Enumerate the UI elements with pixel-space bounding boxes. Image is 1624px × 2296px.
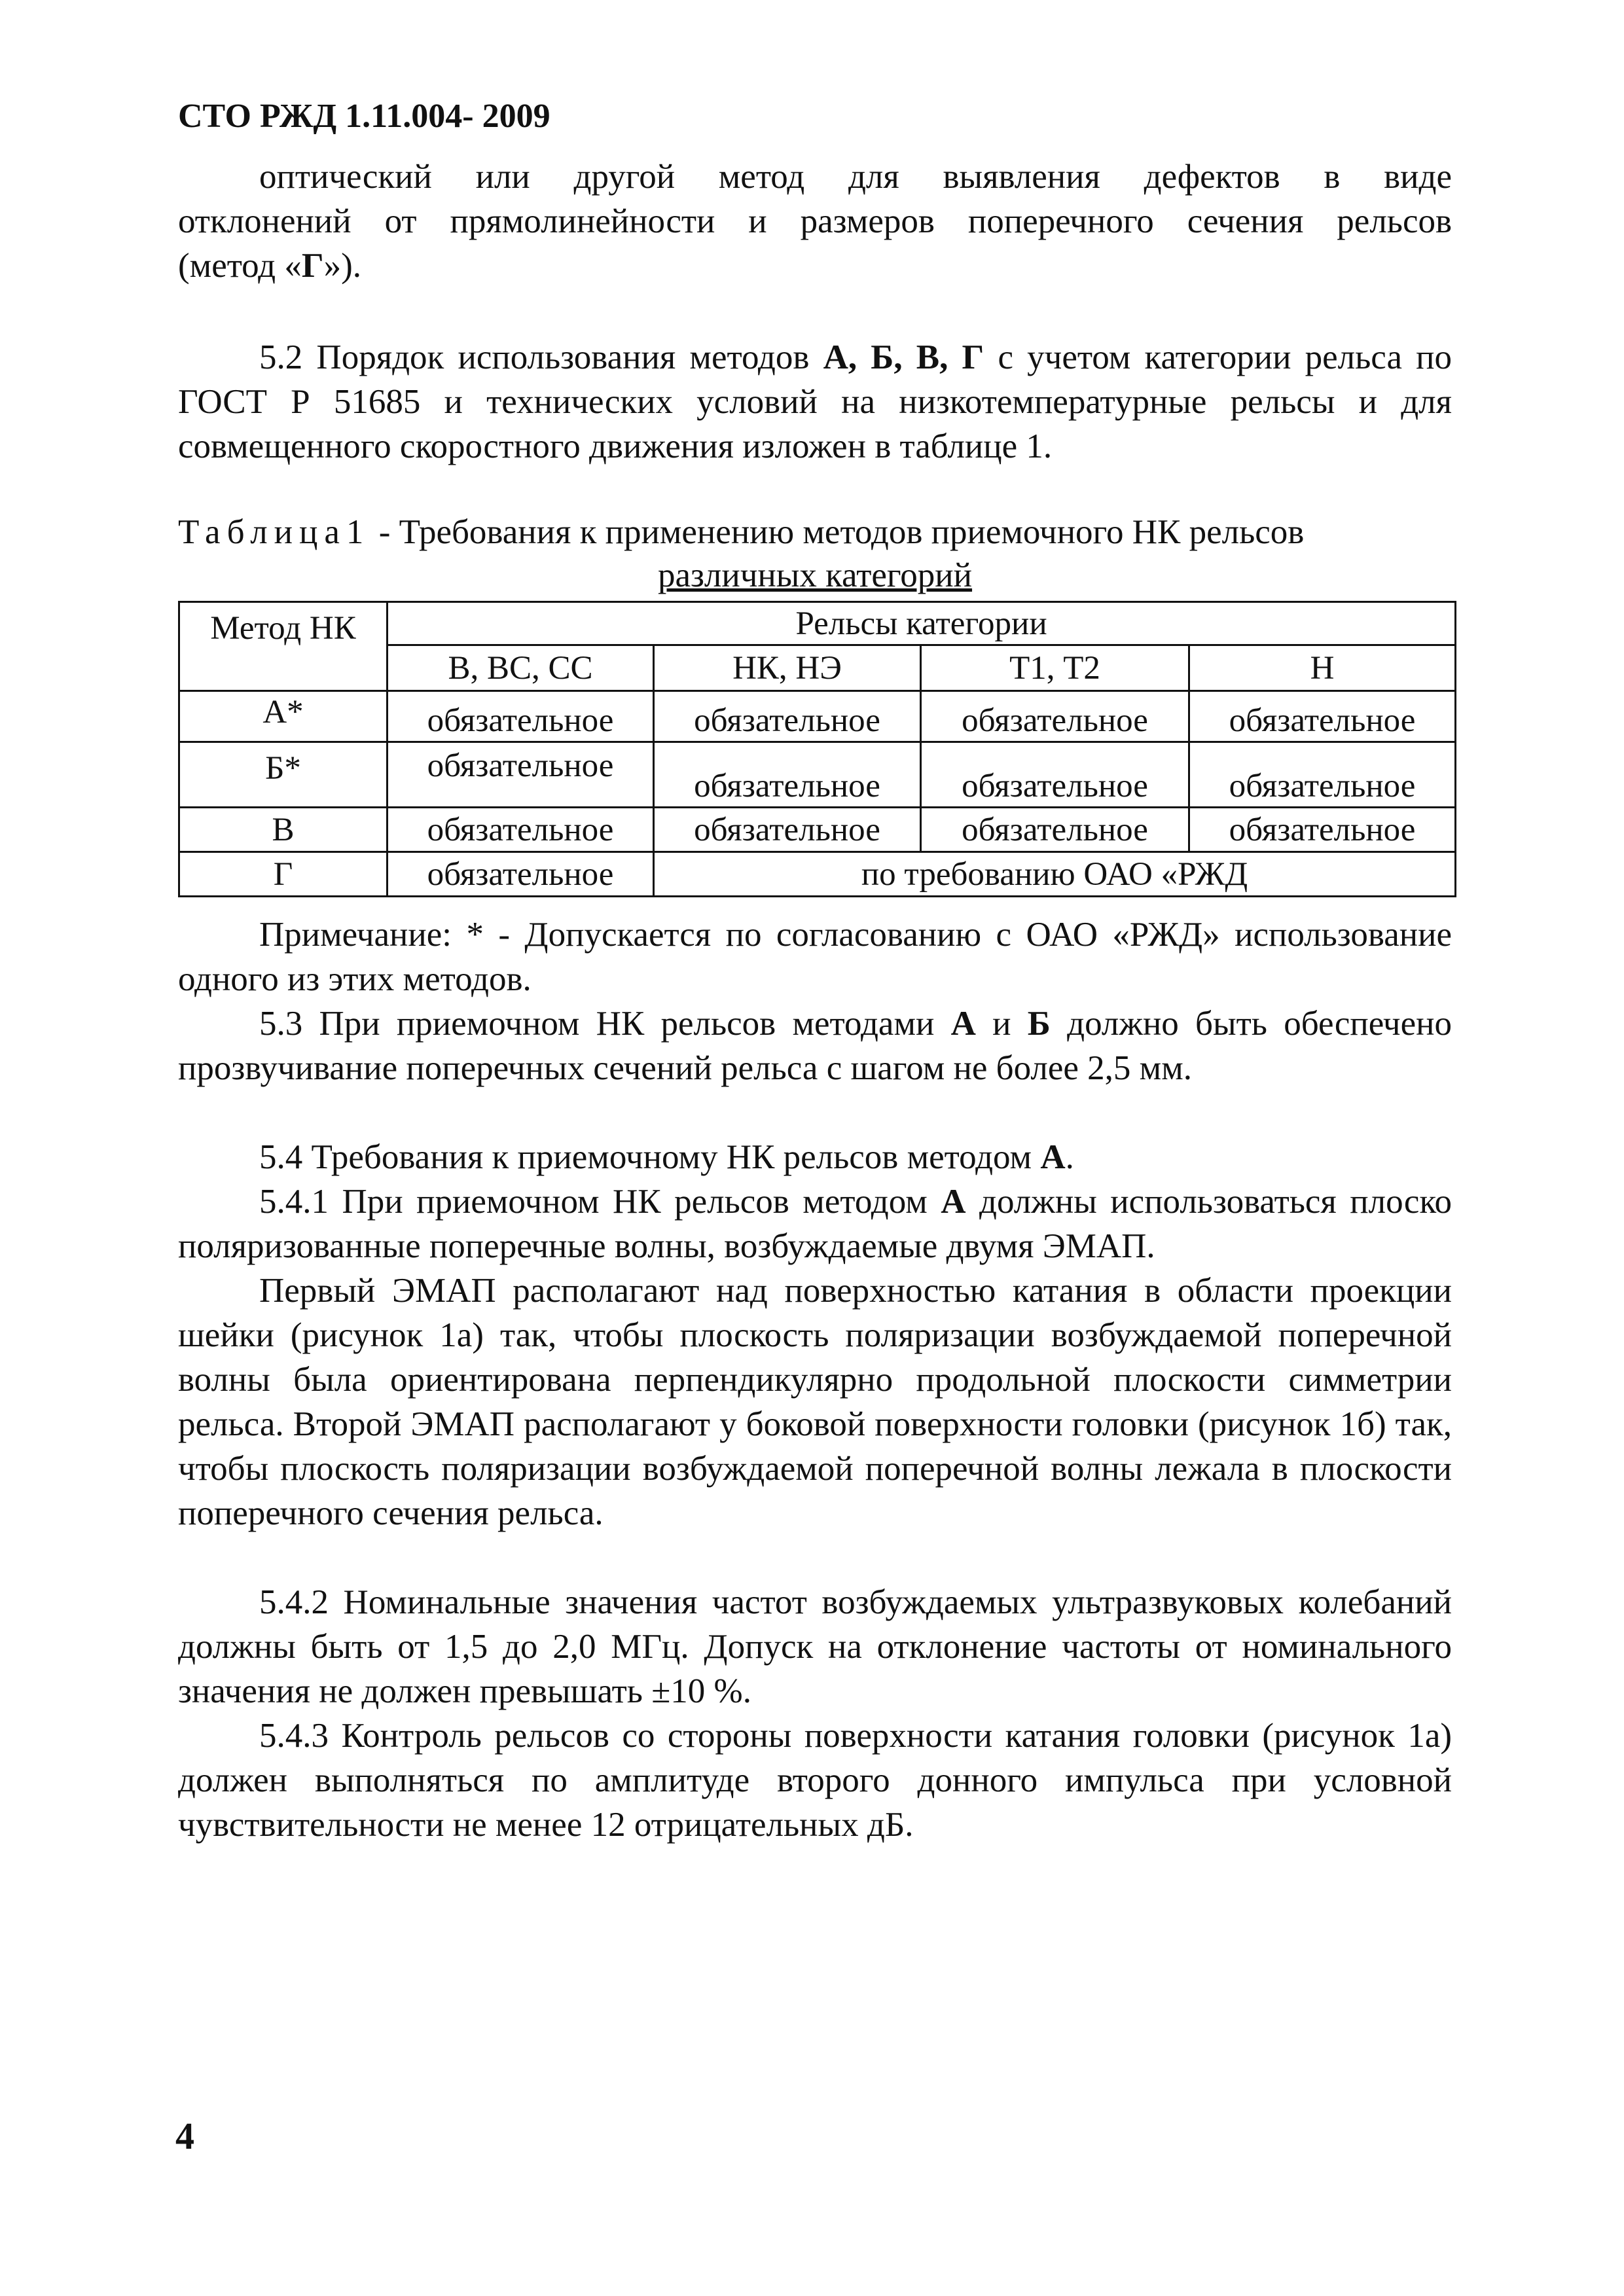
paragraph-first-emap: Первый ЭМАП располагают над поверхностью катания в области проекции шейки (рисунок 1а) так, чтобы плоскость поляризации возбуждаемой поперечной волны была ориентирована перпендикулярно продольной плоскости симметрии рельса. Второй ЭМАП располагают у боковой поверхности головки (рисунок 1б) так, чтобы плоскость поляризации возбуждаемой поперечной волны лежала в плоскости поперечного сечения рельса. <box>178 1272 1452 1532</box>
table-cell: обязательное <box>388 808 654 852</box>
table-caption-line2: различных категорий <box>657 556 973 594</box>
paragraph-5-4: 5.4 Требования к приемочному НК рельсов методом А. <box>259 1138 1074 1176</box>
table-cell: обязательное <box>921 742 1189 808</box>
table-row <box>179 852 1456 897</box>
paragraph-5-4-1: 5.4.1 При приемочном НК рельсов методом А должны использоваться плоско поляризованные поперечные волны, возбуждаемые двумя ЭМАП. <box>178 1183 1452 1265</box>
table-cell: обязательное <box>1189 808 1456 852</box>
table-header-group: Рельсы категории <box>388 602 1456 645</box>
paragraph-5-3: 5.3 При приемочном НК рельсов методами А и Б должно быть обеспечено прозвучивание поперечных сечений рельса с шагом не более 2,5 мм. <box>178 1005 1452 1087</box>
document-header: СТО РЖД 1.11.004- 2009 <box>178 98 550 135</box>
table-cell: обязательное <box>1189 691 1456 742</box>
table-cell: обязательное <box>654 691 921 742</box>
paragraph-5-2: 5.2 Порядок использования методов А, Б, В, Г с учетом категории рельса по ГОСТ Р 51685 и технических условий на низкотемпературные рельсы и для совмещенного скоростного движения изложен в таблице 1. <box>178 338 1453 465</box>
table-header-cell: Н <box>1189 645 1456 691</box>
paragraph-5-4-2: 5.4.2 Номинальные значения частот возбуждаемых ультразвуковых колебаний должны быть от 1,5 до 2,0 МГц. Допуск на отклонение частоты от номинального значения не должен превышать ±10 %. <box>178 1583 1452 1710</box>
table-cell-merged: по требованию ОАО «РЖД <box>654 852 1456 897</box>
table-row <box>179 742 1456 808</box>
table-cell: обязательное <box>388 742 654 808</box>
table-note: Примечание: * - Допускается по согласованию с ОАО «РЖД» использование одного из этих методов. <box>178 916 1452 998</box>
table-cell-method: А* <box>179 691 388 742</box>
table-cell-method: Г <box>179 852 388 897</box>
requirements-table <box>178 601 1456 897</box>
paragraph-line: (метод «Г»). <box>178 247 362 285</box>
paragraph-5-4-3: 5.4.3 Контроль рельсов со стороны поверхности катания головки (рисунок 1а) должен выполняться по амплитуде второго донного импульса при условной чувствительности не менее 12 отрицательных дБ. <box>178 1717 1452 1844</box>
paragraph-line: оптический или другой метод для выявления дефектов в виде <box>259 158 1452 196</box>
table-header-cell: Т1, Т2 <box>921 645 1189 691</box>
table-header-cell: НК, НЭ <box>654 645 921 691</box>
table-caption: Таблица1 - Требования к применению методов приемочного НК рельсов <box>178 513 1305 551</box>
table-row <box>179 691 1456 742</box>
table-cell: обязательное <box>388 852 654 897</box>
table-cell: обязательное <box>921 808 1189 852</box>
page-number: 4 <box>175 2115 194 2157</box>
table-cell: обязательное <box>654 742 921 808</box>
table-cell: обязательное <box>388 691 654 742</box>
table-header-cell: В, ВС, СС <box>388 645 654 691</box>
table-cell: обязательное <box>1189 742 1456 808</box>
table-cell: обязательное <box>654 808 921 852</box>
table-row <box>179 808 1456 852</box>
table-cell-method: Б* <box>179 742 388 808</box>
paragraph-line: отклонений от прямолинейности и размеров поперечного сечения рельсов <box>178 202 1452 240</box>
table-cell-method: В <box>179 808 388 852</box>
table-header-method: Метод НК <box>179 602 388 691</box>
table-cell: обязательное <box>921 691 1189 742</box>
